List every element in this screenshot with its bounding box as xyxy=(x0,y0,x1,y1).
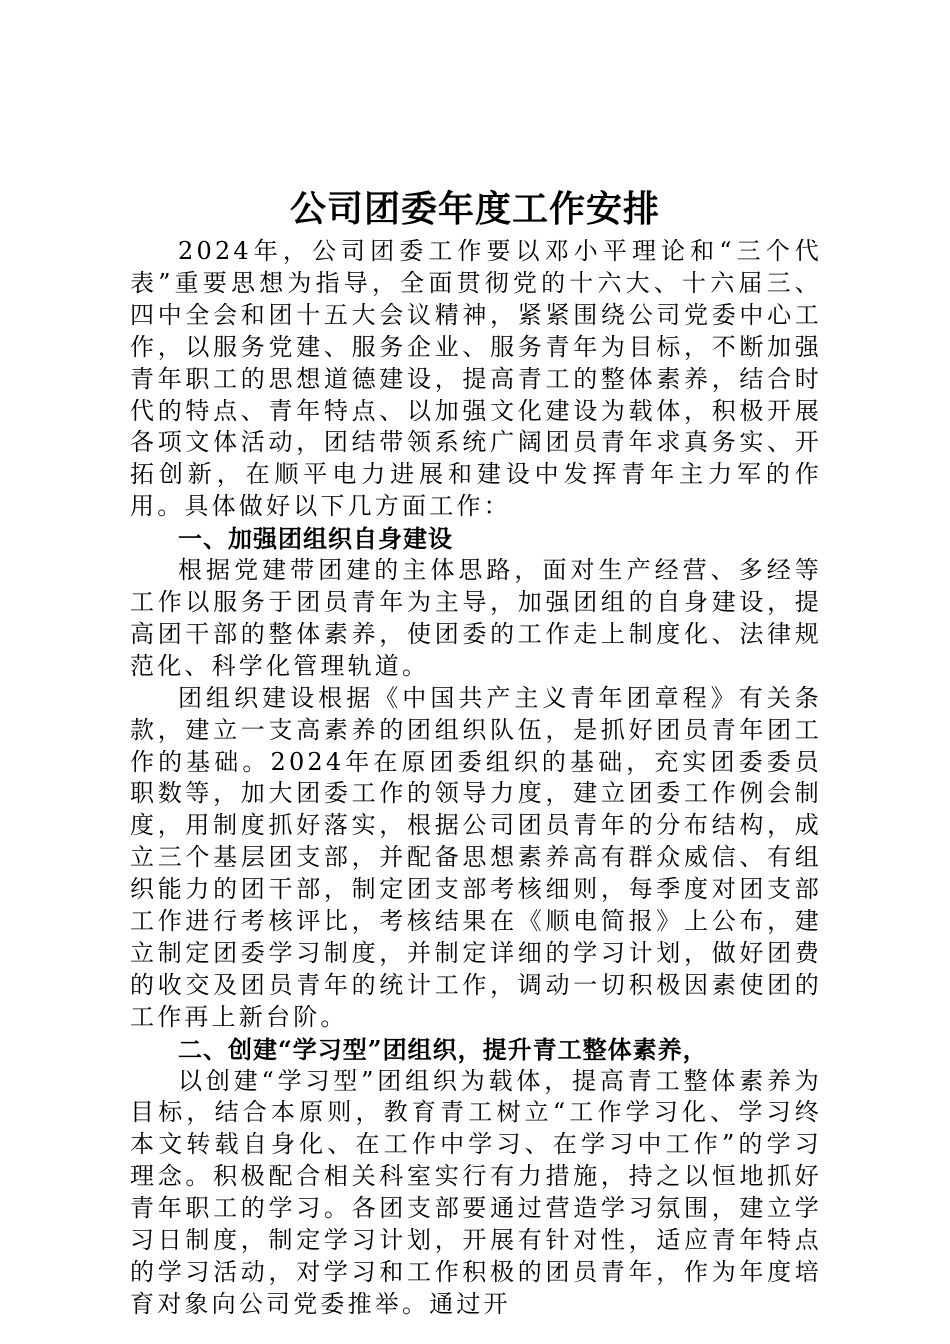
section-1-paragraph-2: 团组织建设根据《中国共产主义青年团章程》有关条款，建立一支高素养的团组织队伍，是抓好团员青年团工作的基础。2024年在原团委组织的基础，充实团委委员职数等，加大团委工作的领导力度，建立团委工作例会制度，用制度抓好落实，根据公司团员青年的分布结构，成立三个基层团支部，并配备思想素养高有群众威信、有组织能力的团干部，制定团支部考核细则，每季度对团支部工作进行考核评比，考核结果在《顺电简报》上公布，建立制定团委学习制度，并制定详细的学习计划，做好团费的收交及团员青年的统计工作，调动一切积极因素使团的工作再上新台阶。 xyxy=(130,683,822,1031)
document-title: 公司团委年度工作安排 xyxy=(289,188,660,230)
document-body xyxy=(130,236,822,1321)
section-2-heading: 二、创建“学习型”团组织，提升青工整体素养， xyxy=(178,1034,708,1064)
section-1-heading: 一、加强团组织自身建设 xyxy=(178,524,453,554)
section-1-paragraph-1: 根据党建带团建的主体思路，面对生产经营、多经等工作以服务于团员青年为主导，加强团组的自身建设，提高团干部的整体素养，使团委的工作走上制度化、法律规范化、科学化管理轨道。 xyxy=(130,556,822,680)
intro-paragraph: 2024年，公司团委工作要以邓小平理论和“三个代表”重要思想为指导，全面贯彻党的十六大、十六届三、四中全会和团十五大会议精神，紧紧围绕公司党委中心工作，以服务党建、服务企业、服务青年为目标，不断加强青年职工的思想道德建设，提高青工的整体素养，结合时代的特点、青年特点、以加强文化建设为载体，积极开展各项文体活动，团结带领系统广阔团员青年求真务实、开拓创新，在顺平电力进展和建设中发挥青年主力军的作用。具体做好以下几方面工作： xyxy=(130,237,822,521)
section-2-paragraph-1: 以创建“学习型”团组织为载体，提高青工整体素养为目标，结合本原则，教育青工树立“工作学习化、学习终本文转载自身化、在工作中学习、在学习中工作”的学习理念。积极配合相关科室实行有力措施，持之以恒地抓好青年职工的学习。各团支部要通过营造学习氛围，建立学习日制度，制定学习计划，开展有针对性，适应青年特点的学习活动，对学习和工作积极的团员青年，作为年度培育对象向公司党委推举。通过开 xyxy=(130,1066,822,1318)
